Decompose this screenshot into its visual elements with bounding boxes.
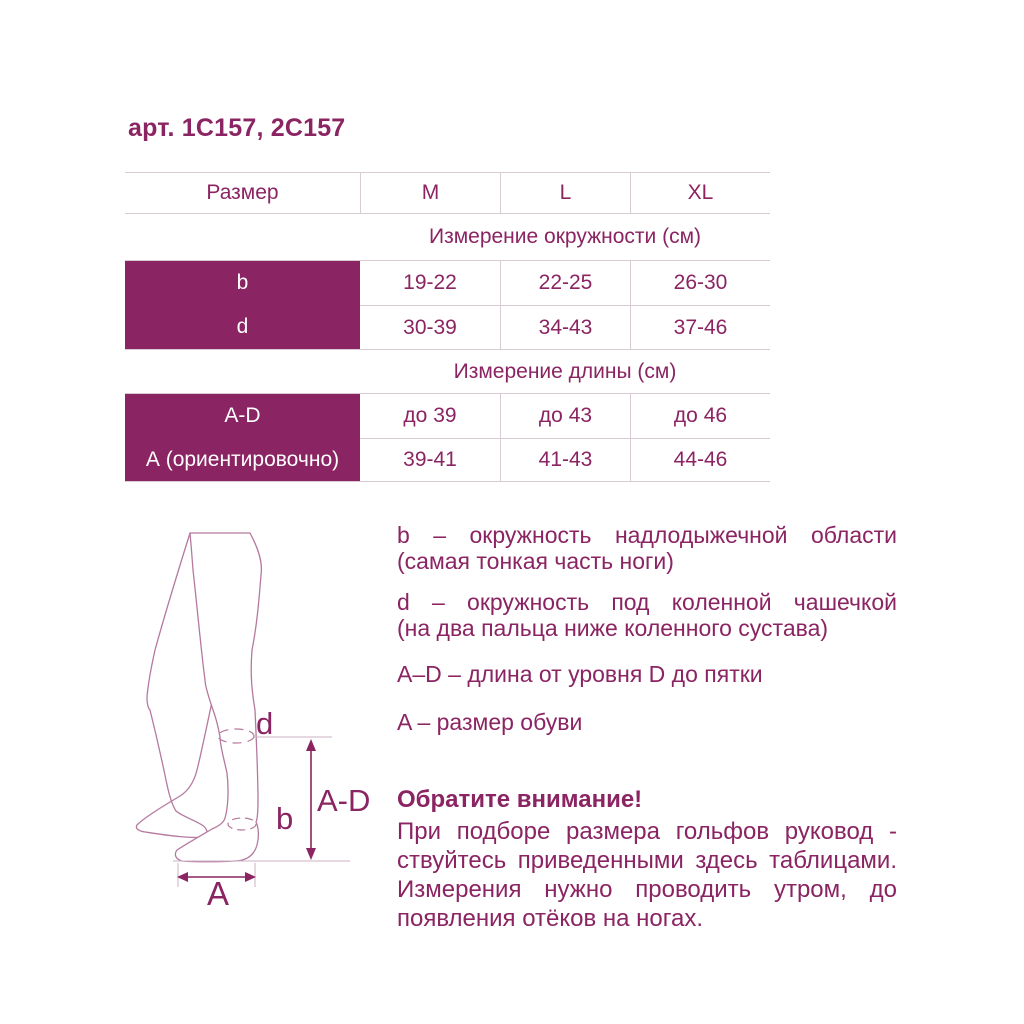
table-header-row [125, 173, 770, 214]
arrow-ad-top [306, 739, 316, 751]
value-d-xl: 37-46 [630, 305, 770, 349]
value-a-xl: 44-46 [630, 438, 770, 481]
legend-item-b [397, 522, 897, 574]
value-d-m: 30-39 [360, 305, 500, 349]
diagram-label-a: A [207, 875, 230, 912]
front-leg-outline [175, 533, 261, 862]
value-b-xl: 26-30 [630, 261, 770, 305]
arrow-a-right [245, 872, 256, 882]
arrow-a-left [177, 872, 188, 882]
legend-column [397, 522, 897, 933]
diagram-label-b: b [276, 801, 294, 836]
table-row-b [125, 260, 770, 305]
legs-diagram [120, 520, 390, 930]
legend-d-line1: d – окружность под коленной чашечкой [397, 589, 897, 615]
legend-ad-line: A–D – длина от уровня D до пятки [397, 661, 763, 687]
value-b-l: 22-25 [500, 261, 630, 305]
legend-b-line1: b – окружность надлодыжечной области [397, 522, 897, 548]
table-row-d [125, 305, 770, 349]
legend-item-ad [397, 656, 897, 693]
row-label-ad: A-D [125, 394, 360, 438]
note-line-2: ствуйтесь приведенными здесь таблицами. [397, 847, 897, 874]
value-a-l: 41-43 [500, 438, 630, 481]
table-row-a [125, 438, 770, 482]
note-line-4: появления отёков на ногах. [397, 905, 704, 932]
size-table [125, 172, 770, 482]
attention-note-title: Обратите внимание! [397, 786, 643, 813]
legend-b-line2: (самая тонкая часть ноги) [397, 548, 674, 574]
section-length-title: Измерение длины (см) [453, 359, 677, 383]
page-title: арт. 1С157, 2С157 [128, 114, 346, 142]
section-circumference-title: Измерение окружности (см) [428, 225, 701, 248]
note-line-3: Измерения нужно проводить утром, до [397, 876, 897, 903]
diagram-label-d: d [256, 706, 274, 741]
value-ad-l: до 43 [500, 394, 630, 438]
legend-d-line2: (на два пальца ниже коленного сустава) [397, 615, 829, 641]
header-size-xl: XL [630, 173, 770, 213]
legend-item-a [397, 704, 897, 741]
header-size-l: L [500, 173, 630, 213]
value-ad-xl: до 46 [630, 394, 770, 438]
arrow-ad-bottom [306, 848, 316, 860]
row-label-d: d [125, 305, 360, 349]
value-d-l: 34-43 [500, 305, 630, 349]
section-length-row [125, 349, 770, 393]
value-a-m: 39-41 [360, 438, 500, 481]
attention-note [397, 785, 897, 933]
row-label-b: b [125, 261, 360, 305]
header-size-label: Размер [206, 181, 279, 204]
legend-a-line: A – размер обуви [397, 709, 583, 735]
table-row-ad [125, 393, 770, 438]
header-size-m: M [360, 173, 500, 213]
note-line-1: При подборе размера гольфов руковод - [397, 818, 897, 845]
legend-item-d [397, 589, 897, 641]
value-b-m: 19-22 [403, 271, 457, 294]
section-circumference-row [125, 214, 770, 260]
row-label-a: А (ориентировочно) [125, 438, 360, 481]
value-ad-m: до 39 [403, 404, 457, 427]
diagram-label-ad: A-D [317, 783, 371, 818]
